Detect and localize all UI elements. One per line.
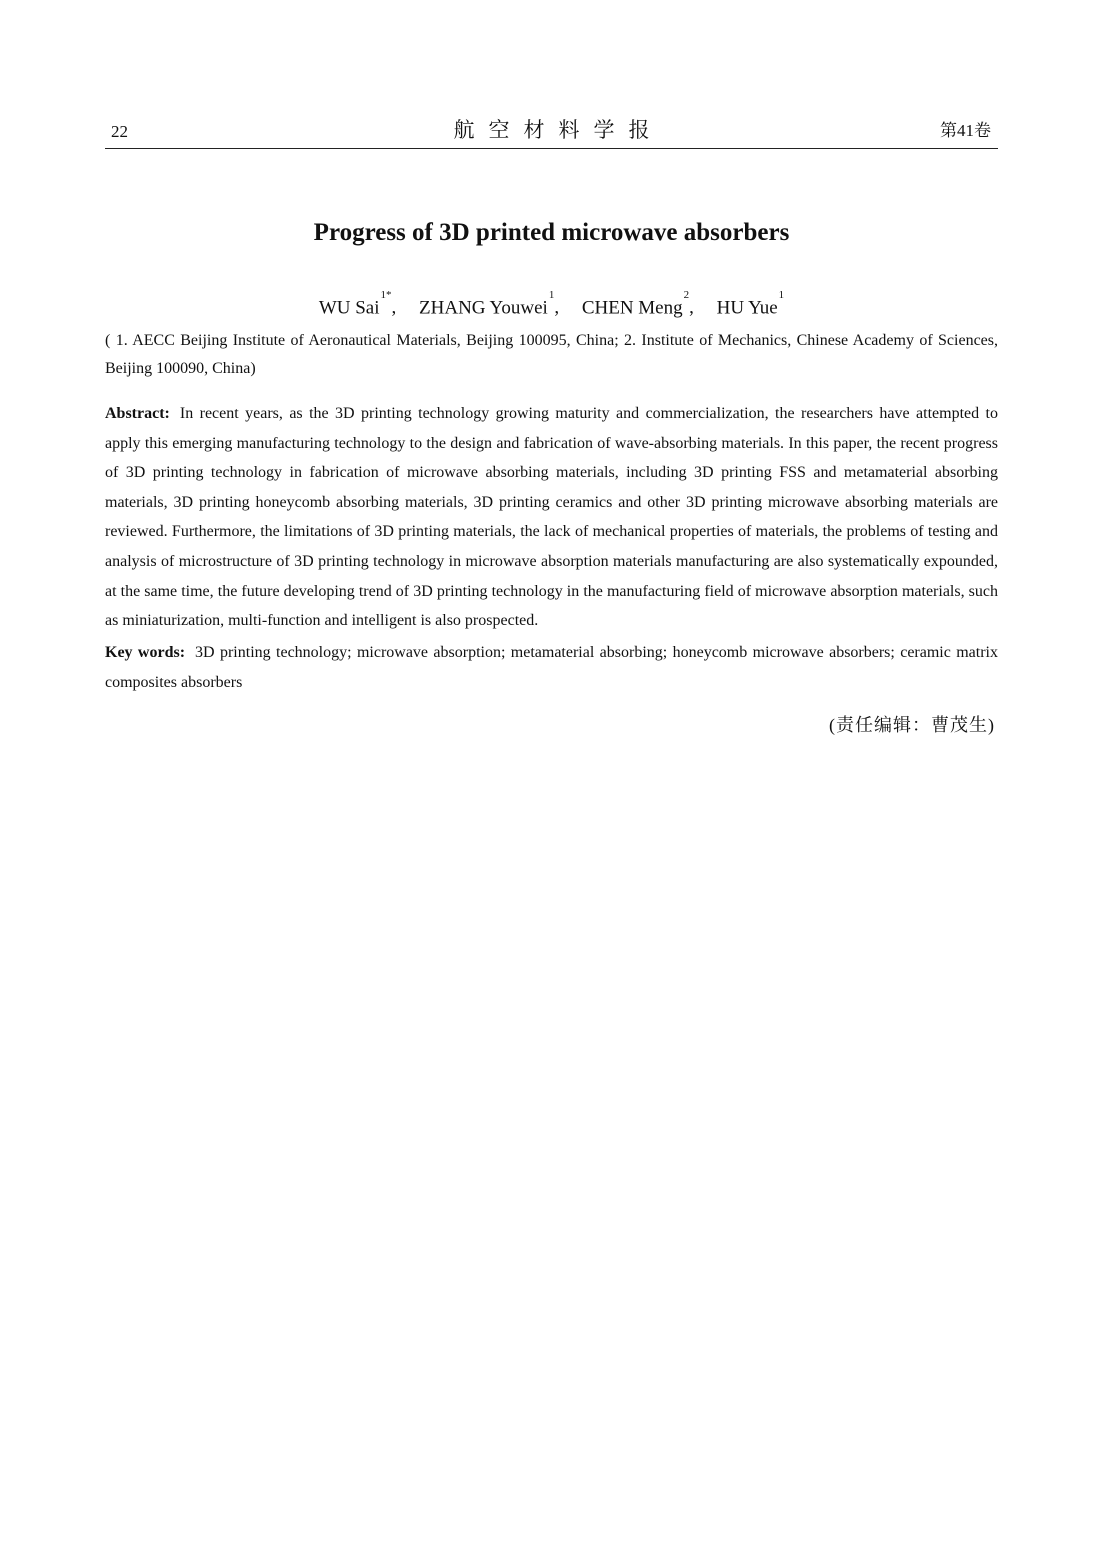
running-header [105, 114, 998, 149]
author-list [105, 289, 998, 322]
abstract-text: In recent years, as the 3D printing technology growing maturity and commercialization, the researchers have attempted to apply this emerging manufacturing technology to the design and fabrication of wave-absorbing materials. In this paper, the recent progress of 3D printing technology in fabrication of microwave absorbing materials, including 3D printing FSS and metamaterial absorbing materials, 3D printing honeycomb absorbing materials, 3D printing ceramics and other 3D printing microwave absorbing materials are reviewed. Furthermore, the limitations of 3D printing materials, the lack of mechanical properties of materials, the problems of testing and analysis of microstructure of 3D printing technology in microwave absorption materials manufacturing are also systematically expounded, at the same time, the future developing trend of 3D printing technology in the manufacturing field of microwave absorption materials, such as miniaturization, multi-function and intelligent is also prospected. [105, 405, 998, 630]
keywords-section [105, 638, 998, 697]
author-name: HU Yue [716, 297, 778, 319]
author-affiliation-marker: 1* [380, 289, 392, 301]
keywords-text: 3D printing technology; microwave absorption; metamaterial absorbing; honeycomb microwave absorbers; ceramic matrix composites absorbers [105, 644, 999, 691]
author-separator: , [391, 297, 397, 319]
journal-title: 航空材料学报 [453, 118, 664, 142]
page-number: 22 [111, 122, 128, 141]
abstract-label: Abstract: [105, 405, 170, 422]
author-affiliation-marker: 1 [548, 289, 555, 301]
author-name: ZHANG Youwei [419, 297, 548, 319]
article-title: Progress of 3D printed microwave absorbers [313, 219, 790, 246]
author-separator: , [689, 297, 694, 319]
author-name: CHEN Meng [581, 297, 683, 319]
editor-note: (责任编辑：曹茂生) [829, 715, 995, 735]
abstract-section [105, 399, 998, 636]
author-affiliation-marker: 2 [683, 289, 690, 301]
volume-label: 第41卷 [940, 121, 991, 140]
author-affiliation-marker: 1 [778, 289, 785, 301]
keywords-label: Key words: [105, 644, 186, 661]
author-separator: , [554, 297, 560, 319]
author-name: WU Sai [318, 297, 380, 319]
affiliation-text: ( 1. AECC Beijing Institute of Aeronautical Materials, Beijing 100095, China; 2. Institute of Mechanics, Chinese Academy of Sciences, Beijing 100090, China) [105, 332, 998, 377]
